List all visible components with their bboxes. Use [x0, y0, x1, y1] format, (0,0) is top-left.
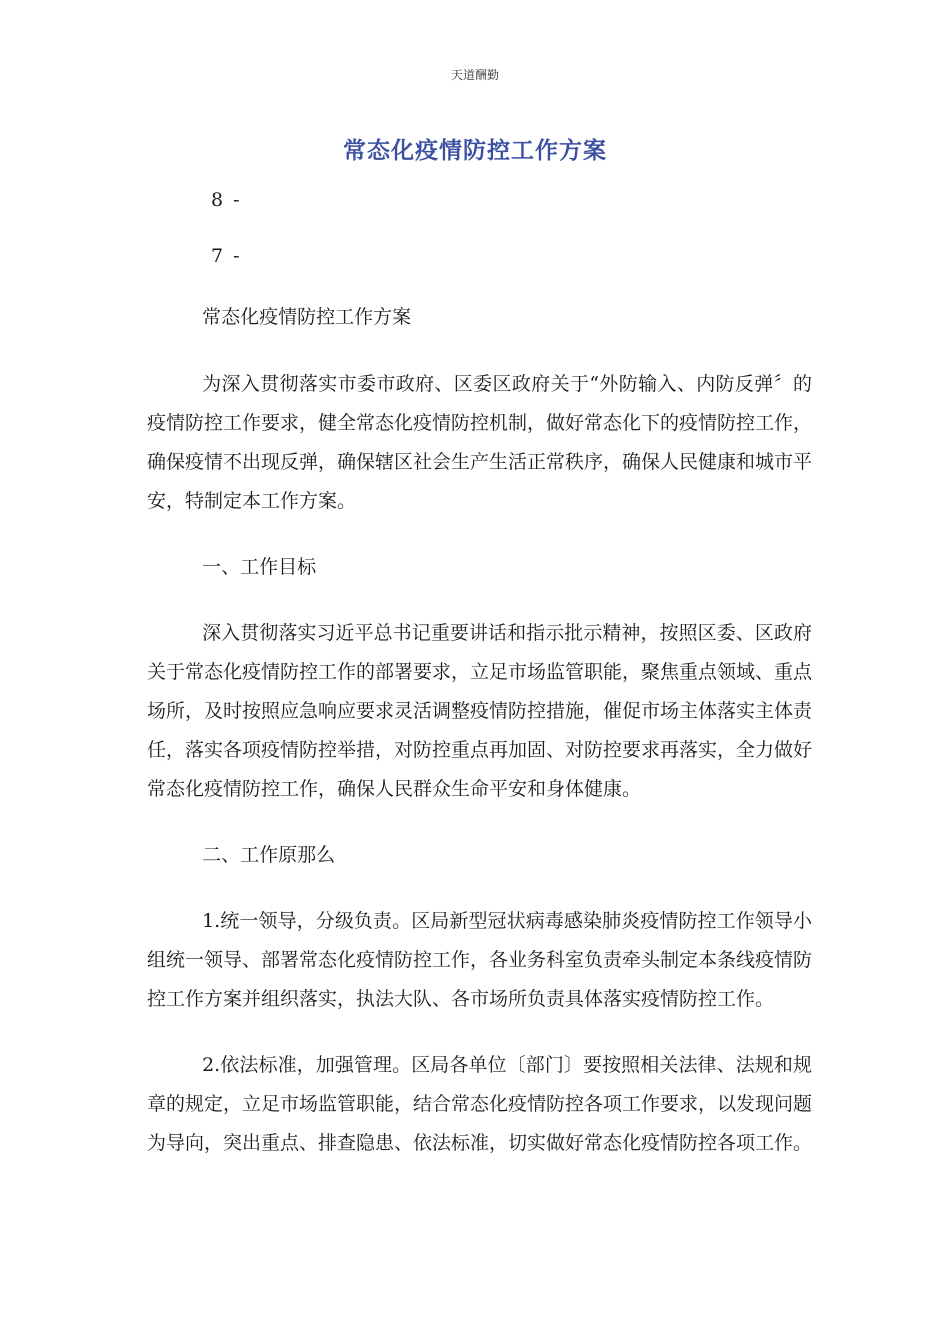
document-body	[147, 186, 812, 1190]
intro-paragraph: 为深入贯彻落实市委市政府、区委区政府关于“外防输入、内防反弹〞的疫情防控工作要求，健全常态化疫情防控机制，做好常态化下的疫情防控工作，确保疫情不出现反弹，确保辖区社会生产生活正常秩序，确保人民健康和城市平安，特制定本工作方案。	[147, 373, 813, 512]
page-number-8: 8 -	[211, 189, 242, 211]
principle-paragraph-2: 2.依法标准，加强管理。区局各单位〔部门〕要按照相关法律、法规和规章的规定，立足市场监管职能，结合常态化疫情防控各项工作要求，以发现问题为导向，突出重点、排查隐患、依法标准，切实做好常态化疫情防控各项工作。	[147, 1054, 813, 1154]
document-subtitle: 常态化疫情防控工作方案	[202, 306, 412, 328]
section-heading-goals: 一、工作目标	[202, 556, 317, 578]
document-title: 常态化疫情防控工作方案	[343, 138, 607, 164]
page-header: 天道酬勤	[450, 68, 499, 82]
principle-paragraph-1: 1.统一领导，分级负责。区局新型冠状病毒感染肺炎疫情防控工作领导小组统一领导、部署常态化疫情防控工作，各业务科室负责牵头制定本条线疫情防控工作方案并组织落实，执法大队、各市场所负责具体落实疫情防控工作。	[147, 910, 813, 1010]
goals-paragraph: 深入贯彻落实习近平总书记重要讲话和指示批示精神，按照区委、区政府关于常态化疫情防控工作的部署要求，立足市场监管职能，聚焦重点领域、重点场所，及时按照应急响应要求灵活调整疫情防控措施，催促市场主体落实主体责任，落实各项疫情防控举措，对防控重点再加固、对防控要求再落实，全力做好常态化疫情防控工作，确保人民群众生命平安和身体健康。	[147, 622, 813, 800]
section-heading-principles: 二、工作原那么	[202, 844, 336, 866]
page-number-7: 7 -	[211, 245, 242, 267]
